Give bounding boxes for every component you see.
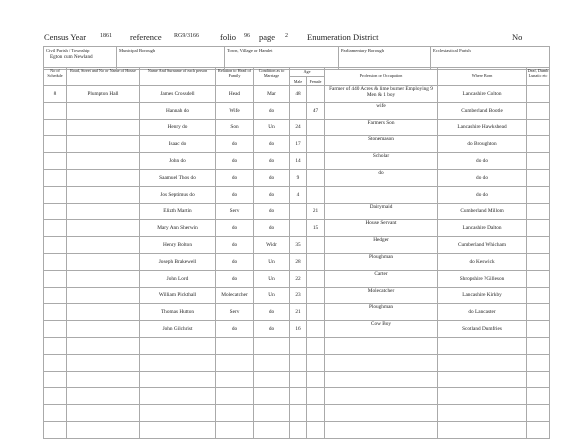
col-name: Name And Surname of each person [140, 68, 216, 86]
cell-occupation: Scholar [325, 153, 438, 170]
cell-condition [254, 388, 290, 405]
cell-male [290, 405, 307, 422]
cell-occupation [325, 186, 438, 203]
civil-parish-label: Civil Parish / Township [46, 48, 90, 53]
cell-female [307, 136, 325, 153]
cell-relation [216, 421, 254, 438]
cell-occupation [325, 371, 438, 388]
table-row [44, 86, 550, 103]
col-condition: Condition as to Marriage [254, 68, 290, 86]
cell-occupation: wife [325, 102, 438, 119]
cell-road [67, 304, 140, 321]
cell-deaf [527, 169, 550, 186]
cell-male [290, 354, 307, 371]
cell-road [67, 220, 140, 237]
cell-road [67, 102, 140, 119]
cell-male [290, 203, 307, 220]
cell-female [307, 421, 325, 438]
cell-deaf [527, 153, 550, 170]
cell-condition [254, 405, 290, 422]
cell-born [438, 337, 527, 354]
cell-condition: do [254, 220, 290, 237]
col-relation: Relation to Head of Family [216, 68, 254, 86]
cell-born: Lancashire Dalton [438, 220, 527, 237]
cell-deaf [527, 119, 550, 136]
cell-born: Lancashire Hawkshead [438, 119, 527, 136]
cell-born [438, 371, 527, 388]
cell-born [438, 354, 527, 371]
page-value: 2 [285, 33, 288, 39]
cell-male: 16 [290, 321, 307, 338]
cell-female [307, 354, 325, 371]
no-label: No [512, 32, 523, 42]
enumeration-district-label: Enumeration District [307, 32, 379, 42]
cell-deaf [527, 388, 550, 405]
cell-occupation: Farmer of 440 Acres & lime burner Employing 9 Men & 1 boy [325, 86, 438, 103]
cell-name: Henry do [140, 119, 216, 136]
cell-condition: do [254, 203, 290, 220]
ecclesiastical-parish-label: Ecclesiastical Parish [433, 48, 471, 53]
cell-road [67, 270, 140, 287]
cell-occupation: Hedger [325, 237, 438, 254]
cell-occupation: Molecatcher [325, 287, 438, 304]
cell-name: William Pickthall [140, 287, 216, 304]
cell-female [307, 337, 325, 354]
cell-condition: do [254, 186, 290, 203]
cell-road: Plumpton Hall [67, 86, 140, 103]
cell-male: 23 [290, 287, 307, 304]
cell-name: Elizth Martin [140, 203, 216, 220]
cell-born: Cumberland Bootle [438, 102, 527, 119]
cell-road [67, 321, 140, 338]
cell-male: 17 [290, 136, 307, 153]
table-row [44, 354, 550, 371]
cell-relation: do [216, 321, 254, 338]
table-row [44, 421, 550, 438]
cell-deaf [527, 337, 550, 354]
cell-relation [216, 388, 254, 405]
cell-name: James Crossdell [140, 86, 216, 103]
cell-occupation [325, 421, 438, 438]
cell-road [67, 203, 140, 220]
cell-schedule [44, 253, 67, 270]
cell-born: do Broughton [438, 136, 527, 153]
cell-name [140, 388, 216, 405]
cell-schedule: 8 [44, 86, 67, 103]
cell-schedule [44, 136, 67, 153]
table-row [44, 153, 550, 170]
table-row [44, 136, 550, 153]
cell-name: Isaac do [140, 136, 216, 153]
cell-road [67, 237, 140, 254]
cell-deaf [527, 253, 550, 270]
table-row [44, 253, 550, 270]
cell-male: 24 [290, 119, 307, 136]
cell-condition: Un [254, 270, 290, 287]
cell-road [67, 186, 140, 203]
cell-deaf [527, 405, 550, 422]
cell-occupation: Dairymaid [325, 203, 438, 220]
cell-male [290, 371, 307, 388]
cell-condition: do [254, 304, 290, 321]
page-label: page [259, 32, 276, 42]
cell-female [307, 321, 325, 338]
cell-relation: do [216, 270, 254, 287]
cell-relation [216, 371, 254, 388]
cell-road [67, 253, 140, 270]
cell-occupation: Ploughman [325, 253, 438, 270]
cell-deaf [527, 102, 550, 119]
cell-relation: do [216, 237, 254, 254]
reference-value: RG9/3166 [174, 33, 200, 39]
civil-parish-value: Egton cum Newland [50, 54, 93, 60]
cell-condition: do [254, 102, 290, 119]
cell-condition: Mar [254, 86, 290, 103]
table-row [44, 405, 550, 422]
cell-condition: Un [254, 253, 290, 270]
cell-schedule [44, 321, 67, 338]
cell-deaf [527, 304, 550, 321]
cell-name [140, 354, 216, 371]
cell-deaf [527, 237, 550, 254]
cell-male: 35 [290, 237, 307, 254]
cell-deaf [527, 86, 550, 103]
cell-relation: Serv [216, 304, 254, 321]
cell-male [290, 421, 307, 438]
cell-female [307, 86, 325, 103]
cell-occupation: Ploughman [325, 304, 438, 321]
cell-born: Shropshire ?Gilleson [438, 270, 527, 287]
folio-value: 96 [244, 33, 250, 39]
cell-born [438, 405, 527, 422]
cell-male: 48 [290, 86, 307, 103]
cell-occupation: House Servant [325, 220, 438, 237]
col-deaf: Deaf, Dumb Lunatic etc [527, 68, 550, 86]
census-register-table [43, 67, 550, 439]
cell-male [290, 388, 307, 405]
table-row [44, 102, 550, 119]
cell-born [438, 421, 527, 438]
cell-schedule [44, 354, 67, 371]
cell-deaf [527, 186, 550, 203]
cell-condition: Un [254, 119, 290, 136]
table-row [44, 169, 550, 186]
cell-name: Hannah do [140, 102, 216, 119]
col-born: Where Born [438, 68, 527, 86]
cell-schedule [44, 371, 67, 388]
col-male: Male [290, 77, 307, 86]
cell-occupation: Cow Boy [325, 321, 438, 338]
cell-occupation [325, 337, 438, 354]
cell-female [307, 119, 325, 136]
cell-road [67, 405, 140, 422]
cell-name [140, 371, 216, 388]
table-row [44, 220, 550, 237]
cell-schedule [44, 186, 67, 203]
cell-schedule [44, 270, 67, 287]
town-label: Town, Village or Hamlet [227, 48, 273, 53]
reference-label: reference [130, 32, 162, 42]
cell-relation [216, 337, 254, 354]
table-row [44, 321, 550, 338]
table-row [44, 270, 550, 287]
cell-born: Cumberland Millom [438, 203, 527, 220]
cell-born: Cumberland Whicham [438, 237, 527, 254]
cell-schedule [44, 421, 67, 438]
cell-male: 21 [290, 304, 307, 321]
cell-male: 22 [290, 270, 307, 287]
cell-relation [216, 354, 254, 371]
cell-road [67, 337, 140, 354]
cell-female [307, 186, 325, 203]
census-header [44, 32, 544, 46]
table-row [44, 388, 550, 405]
municipal-borough-label: Municipal Borough [119, 48, 156, 53]
cell-born: do do [438, 186, 527, 203]
cell-female [307, 270, 325, 287]
cell-female [307, 405, 325, 422]
cell-road [67, 136, 140, 153]
cell-deaf [527, 220, 550, 237]
cell-condition [254, 337, 290, 354]
parliamentary-borough-label: Parliamentary Borough [341, 48, 384, 53]
cell-occupation [325, 354, 438, 371]
cell-name: Thomas Hutton [140, 304, 216, 321]
census-year-label: Census Year [44, 32, 87, 42]
cell-relation [216, 405, 254, 422]
cell-deaf [527, 203, 550, 220]
cell-road [67, 354, 140, 371]
cell-name: Joseph Brakewell [140, 253, 216, 270]
cell-male [290, 102, 307, 119]
cell-female [307, 304, 325, 321]
cell-relation: Molecatcher [216, 287, 254, 304]
cell-road [67, 153, 140, 170]
cell-male: 9 [290, 169, 307, 186]
cell-occupation [325, 388, 438, 405]
cell-deaf [527, 270, 550, 287]
cell-born: do do [438, 169, 527, 186]
cell-name [140, 421, 216, 438]
cell-occupation: do [325, 169, 438, 186]
col-schedule: No of Schedule [44, 68, 67, 86]
cell-relation: do [216, 186, 254, 203]
cell-condition [254, 371, 290, 388]
table-row [44, 371, 550, 388]
cell-schedule [44, 237, 67, 254]
cell-road [67, 119, 140, 136]
cell-schedule [44, 220, 67, 237]
cell-relation: do [216, 220, 254, 237]
cell-condition: Un [254, 287, 290, 304]
cell-name [140, 337, 216, 354]
cell-road [67, 421, 140, 438]
cell-female [307, 253, 325, 270]
cell-female [307, 169, 325, 186]
table-row [44, 237, 550, 254]
cell-name: Henry Bolton [140, 237, 216, 254]
cell-schedule [44, 102, 67, 119]
cell-relation: do [216, 169, 254, 186]
cell-name: John Lord [140, 270, 216, 287]
cell-relation: do [216, 253, 254, 270]
cell-female: 47 [307, 102, 325, 119]
cell-male: 14 [290, 153, 307, 170]
cell-deaf [527, 371, 550, 388]
cell-condition: do [254, 136, 290, 153]
table-row [44, 203, 550, 220]
col-road: Road, Street and No or Name of House [67, 68, 140, 86]
cell-born: do Keswick [438, 253, 527, 270]
cell-name: Jos Septimus do [140, 186, 216, 203]
cell-female [307, 237, 325, 254]
cell-relation: do [216, 136, 254, 153]
cell-male [290, 337, 307, 354]
col-female: Female [307, 77, 325, 86]
cell-schedule [44, 119, 67, 136]
cell-relation: do [216, 153, 254, 170]
cell-condition: do [254, 169, 290, 186]
cell-occupation: Carter [325, 270, 438, 287]
cell-female [307, 153, 325, 170]
cell-born: Lancashire Kirkby [438, 287, 527, 304]
cell-condition: do [254, 153, 290, 170]
col-occupation: Profession or Occupation [325, 68, 438, 86]
cell-relation: Head [216, 86, 254, 103]
cell-schedule [44, 337, 67, 354]
cell-female [307, 287, 325, 304]
cell-occupation: Stonemason [325, 136, 438, 153]
cell-occupation: Farmers Son [325, 119, 438, 136]
cell-male [290, 220, 307, 237]
cell-schedule [44, 405, 67, 422]
cell-female [307, 371, 325, 388]
cell-relation: Wife [216, 102, 254, 119]
cell-condition: Widr [254, 237, 290, 254]
cell-schedule [44, 388, 67, 405]
cell-born: Lancashire Colton [438, 86, 527, 103]
cell-born: do do [438, 153, 527, 170]
cell-road [67, 169, 140, 186]
cell-condition [254, 354, 290, 371]
cell-deaf [527, 136, 550, 153]
cell-name: John Gilchrist [140, 321, 216, 338]
cell-relation: Son [216, 119, 254, 136]
cell-born: Scotland Dumfries [438, 321, 527, 338]
cell-born [438, 388, 527, 405]
cell-schedule [44, 153, 67, 170]
cell-schedule [44, 287, 67, 304]
cell-condition: do [254, 321, 290, 338]
cell-male: 28 [290, 253, 307, 270]
table-row [44, 337, 550, 354]
cell-female: 15 [307, 220, 325, 237]
cell-deaf [527, 287, 550, 304]
cell-male: 4 [290, 186, 307, 203]
cell-deaf [527, 354, 550, 371]
cell-deaf [527, 321, 550, 338]
col-age: Age [290, 68, 325, 77]
cell-road [67, 287, 140, 304]
cell-condition [254, 421, 290, 438]
cell-road [67, 371, 140, 388]
column-header-row [44, 68, 550, 77]
cell-schedule [44, 203, 67, 220]
cell-deaf [527, 421, 550, 438]
table-row [44, 287, 550, 304]
cell-occupation [325, 405, 438, 422]
cell-female: 21 [307, 203, 325, 220]
cell-name: Mary Ann Sherwin [140, 220, 216, 237]
cell-born: do Lancaster [438, 304, 527, 321]
cell-road [67, 388, 140, 405]
folio-label: folio [220, 32, 237, 42]
cell-schedule [44, 304, 67, 321]
cell-female [307, 388, 325, 405]
cell-name: Saamuel Thos do [140, 169, 216, 186]
cell-schedule [44, 169, 67, 186]
census-year: 1861 [100, 33, 112, 39]
table-row [44, 304, 550, 321]
table-row [44, 119, 550, 136]
cell-relation: Serv [216, 203, 254, 220]
table-row [44, 186, 550, 203]
cell-name [140, 405, 216, 422]
cell-name: John do [140, 153, 216, 170]
